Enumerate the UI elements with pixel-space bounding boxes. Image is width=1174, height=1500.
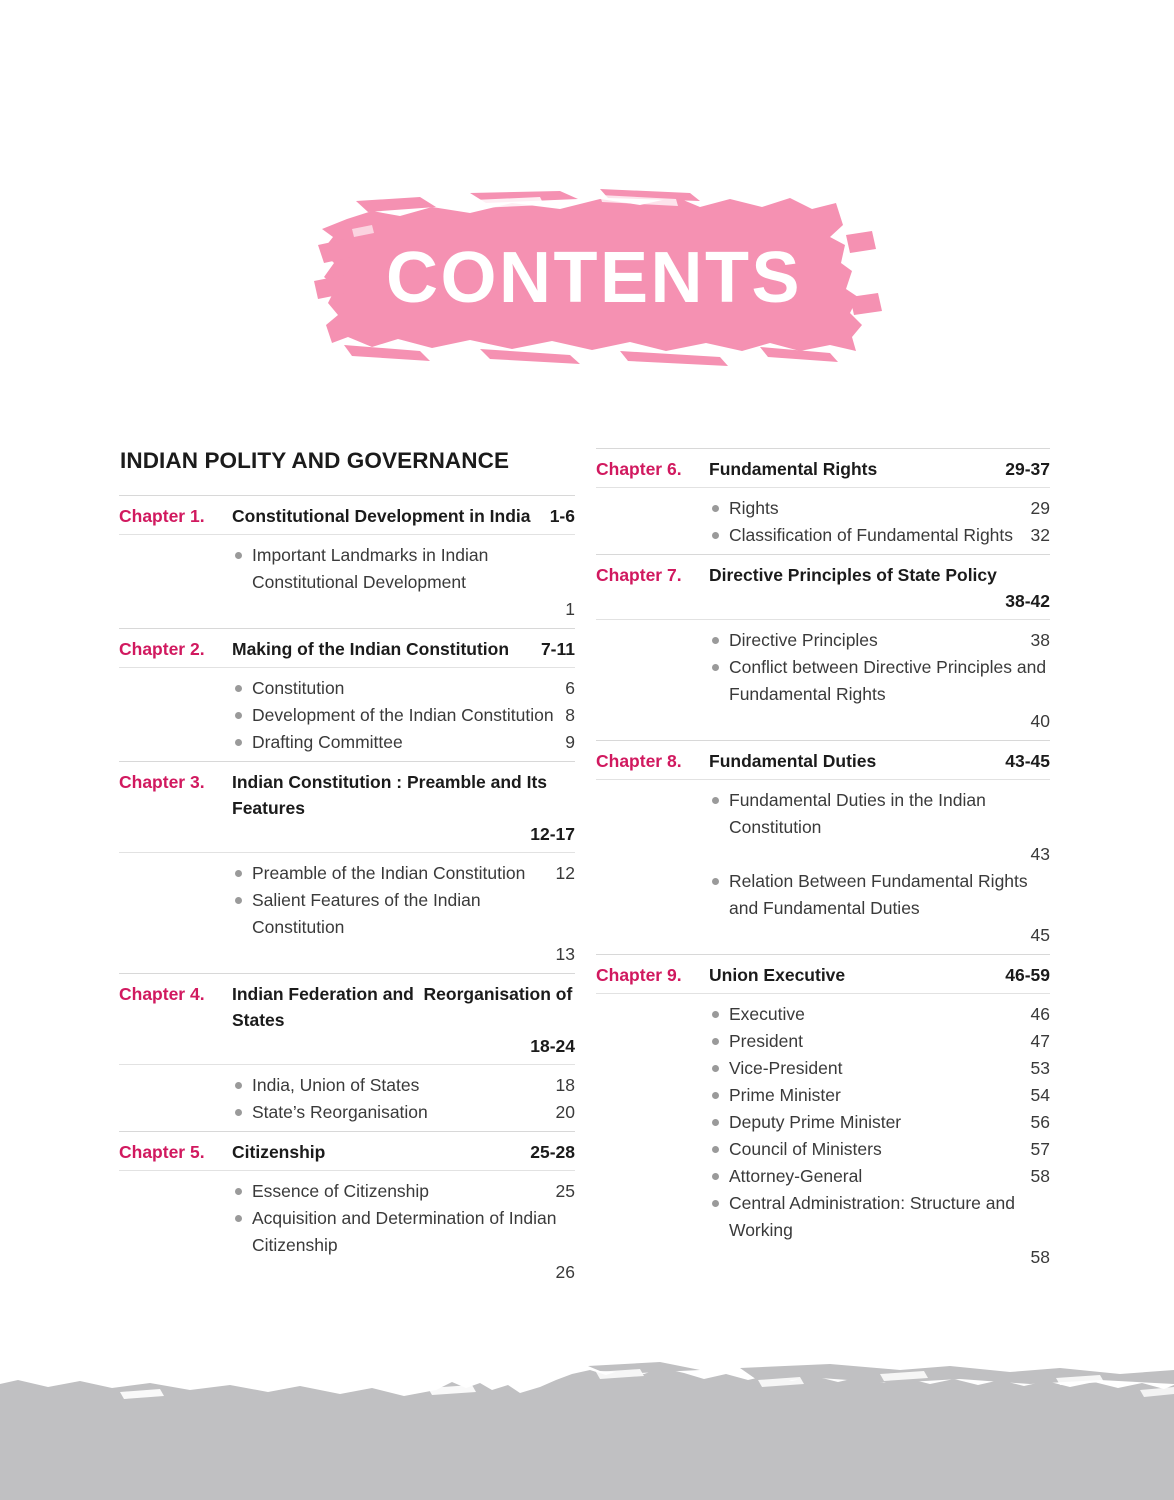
bullet-icon xyxy=(235,1215,242,1222)
subitem-title: Important Landmarks in Indian Constitutional Development xyxy=(252,545,494,592)
subitem-page: 32 xyxy=(1030,525,1050,545)
subitem-title: Drafting Committee xyxy=(252,732,403,752)
subitem-title: Acquisition and Determination of Indian Citizenship xyxy=(252,1208,562,1255)
chapter-label: Chapter 1. xyxy=(119,506,205,526)
contents-banner xyxy=(0,185,1174,370)
list-item[interactable] xyxy=(119,729,575,756)
chapter-label: Chapter 7. xyxy=(596,565,682,585)
subitem-page: 56 xyxy=(1030,1112,1050,1132)
subitem-title: Preamble of the Indian Constitution xyxy=(252,863,526,883)
list-item[interactable] xyxy=(119,1178,575,1205)
subitem-title: Deputy Prime Minister xyxy=(729,1112,902,1132)
subitem-title: Constitution xyxy=(252,678,345,698)
contents-columns xyxy=(0,448,1174,1291)
list-item[interactable] xyxy=(596,1109,1050,1136)
chapter-subitems xyxy=(119,534,575,623)
subitem-title: Central Administration: Structure and Working xyxy=(729,1193,1020,1240)
bullet-icon xyxy=(235,1188,242,1195)
subitem-page: 18 xyxy=(555,1075,575,1095)
chapter-header[interactable] xyxy=(119,1139,575,1170)
subitem-title: Conflict between Directive Principles and Fundamental Rights xyxy=(729,657,1051,704)
chapter-entry[interactable] xyxy=(119,495,575,628)
subitem-page: 13 xyxy=(555,944,575,964)
list-item[interactable] xyxy=(119,542,575,623)
chapter-page-range: 12-17 xyxy=(530,824,575,844)
list-item[interactable] xyxy=(596,868,1050,949)
chapter-page-range: 1-6 xyxy=(549,506,575,526)
subitem-title: Executive xyxy=(729,1004,805,1024)
chapter-title: Indian Federation and Reorganisation of States xyxy=(232,984,578,1030)
chapter-title: Indian Constitution : Preamble and Its Features xyxy=(232,772,552,818)
bullet-icon xyxy=(712,878,719,885)
list-item[interactable] xyxy=(596,1055,1050,1082)
list-item[interactable] xyxy=(596,1001,1050,1028)
subitem-title: Rights xyxy=(729,498,779,518)
list-item[interactable] xyxy=(596,1136,1050,1163)
chapter-title: Directive Principles of State Policy xyxy=(709,565,997,585)
list-item[interactable] xyxy=(596,1082,1050,1109)
subitem-title: Directive Principles xyxy=(729,630,878,650)
bullet-icon xyxy=(235,897,242,904)
subitem-page: 6 xyxy=(565,678,575,698)
list-item[interactable] xyxy=(119,1099,575,1126)
chapter-label: Chapter 4. xyxy=(119,984,205,1004)
list-item[interactable] xyxy=(596,787,1050,868)
subitem-page: 26 xyxy=(555,1262,575,1282)
chapter-header[interactable] xyxy=(119,981,578,1064)
chapter-page-range: 18-24 xyxy=(530,1036,575,1056)
section-title: INDIAN POLITY AND GOVERNANCE xyxy=(120,448,510,473)
subitem-page: 47 xyxy=(1030,1031,1050,1051)
chapter-page-range: 46-59 xyxy=(1005,965,1050,985)
bullet-icon xyxy=(712,1119,719,1126)
subitem-page: 45 xyxy=(1030,925,1050,945)
list-item[interactable] xyxy=(119,1072,575,1099)
chapter-subitems xyxy=(596,993,1050,1271)
chapter-page-range: 43-45 xyxy=(1005,751,1050,771)
chapter-subitems xyxy=(119,667,575,756)
bullet-icon xyxy=(712,797,719,804)
bullet-icon xyxy=(712,1200,719,1207)
subitem-page: 53 xyxy=(1030,1058,1050,1078)
bullet-icon xyxy=(712,505,719,512)
chapter-entry[interactable] xyxy=(596,554,1050,740)
subitem-title: India, Union of States xyxy=(252,1075,420,1095)
subitem-title: Essence of Citizenship xyxy=(252,1181,430,1201)
subitem-title: Relation Between Fundamental Rights and Fundamental Duties xyxy=(729,871,1033,918)
bullet-icon xyxy=(235,1082,242,1089)
subitem-page: 9 xyxy=(565,732,575,752)
list-item[interactable] xyxy=(596,627,1050,654)
list-item[interactable] xyxy=(596,1163,1050,1190)
bullet-icon xyxy=(712,1038,719,1045)
chapter-label: Chapter 3. xyxy=(119,772,205,792)
chapter-subitems xyxy=(119,1170,575,1286)
chapter-page-range: 25-28 xyxy=(530,1142,575,1162)
chapter-entry[interactable] xyxy=(119,761,575,973)
chapter-header[interactable] xyxy=(119,636,575,667)
list-item[interactable] xyxy=(119,887,575,968)
subitem-title: Council of Ministers xyxy=(729,1139,882,1159)
chapter-subitems xyxy=(596,619,1050,735)
chapter-label: Chapter 9. xyxy=(596,965,682,985)
bullet-icon xyxy=(712,1092,719,1099)
chapter-entry[interactable] xyxy=(596,954,1050,1276)
bullet-icon xyxy=(235,552,242,559)
subitem-page: 25 xyxy=(555,1181,575,1201)
chapter-header[interactable] xyxy=(119,769,575,852)
subitem-page: 29 xyxy=(1030,498,1050,518)
bullet-icon xyxy=(712,1173,719,1180)
left-column xyxy=(0,448,588,1291)
chapter-page-range: 38-42 xyxy=(1005,591,1050,611)
chapter-title: Fundamental Duties xyxy=(709,751,877,771)
subitem-title: Fundamental Duties in the Indian Constitution xyxy=(729,790,991,837)
subitem-page: 38 xyxy=(1030,630,1050,650)
subitem-title: Salient Features of the Indian Constitution xyxy=(252,890,486,937)
chapter-header[interactable] xyxy=(596,962,1050,993)
chapter-page-range: 29-37 xyxy=(1005,459,1050,479)
bullet-icon xyxy=(712,664,719,671)
subitem-title: Classification of Fundamental Rights xyxy=(729,525,1014,545)
chapter-subitems xyxy=(119,852,575,968)
chapter-subitems xyxy=(596,487,1050,549)
list-item[interactable] xyxy=(596,495,1050,522)
chapter-title: Union Executive xyxy=(709,965,846,985)
subitem-title: Attorney-General xyxy=(729,1166,863,1186)
subitem-title: Development of the Indian Constitution xyxy=(252,705,554,725)
chapter-title: Citizenship xyxy=(232,1142,326,1162)
subitem-title: President xyxy=(729,1031,803,1051)
chapter-page-range: 7-11 xyxy=(540,639,575,659)
subitem-page: 46 xyxy=(1030,1004,1050,1024)
subitem-page: 8 xyxy=(565,705,575,725)
chapter-title: Making of the Indian Constitution xyxy=(232,639,510,659)
list-item[interactable] xyxy=(119,702,575,729)
chapter-label: Chapter 2. xyxy=(119,639,205,659)
subitem-page: 20 xyxy=(555,1102,575,1122)
bullet-icon xyxy=(712,1011,719,1018)
chapter-title: Constitutional Development in India xyxy=(232,506,531,526)
bullet-icon xyxy=(235,712,242,719)
chapter-header[interactable] xyxy=(596,456,1050,487)
chapter-entry[interactable] xyxy=(596,448,1050,554)
chapter-label: Chapter 6. xyxy=(596,459,682,479)
page-title: CONTENTS xyxy=(386,237,802,318)
subitem-page: 1 xyxy=(565,599,575,619)
chapter-label: Chapter 8. xyxy=(596,751,682,771)
subitem-page: 57 xyxy=(1030,1139,1050,1159)
subitem-title: State’s Reorganisation xyxy=(252,1102,428,1122)
list-item[interactable] xyxy=(119,1205,575,1286)
chapter-title: Fundamental Rights xyxy=(709,459,878,479)
bullet-icon xyxy=(712,1146,719,1153)
footer-brush-band xyxy=(0,1340,1174,1500)
bullet-icon xyxy=(712,1065,719,1072)
list-item[interactable] xyxy=(596,654,1050,735)
subitem-page: 40 xyxy=(1030,711,1050,731)
subitem-title: Prime Minister xyxy=(729,1085,841,1105)
subitem-title: Vice-President xyxy=(729,1058,843,1078)
subitem-page: 58 xyxy=(1030,1166,1050,1186)
bullet-icon xyxy=(235,1109,242,1116)
list-item[interactable] xyxy=(596,1190,1050,1271)
list-item[interactable] xyxy=(596,1028,1050,1055)
chapter-header[interactable] xyxy=(596,562,1050,619)
chapter-subitems xyxy=(119,1064,575,1126)
bullet-icon xyxy=(712,532,719,539)
chapter-label: Chapter 5. xyxy=(119,1142,205,1162)
list-item[interactable] xyxy=(119,860,575,887)
bullet-icon xyxy=(235,685,242,692)
chapter-subitems xyxy=(596,779,1050,949)
list-item[interactable] xyxy=(596,522,1050,549)
bullet-icon xyxy=(712,637,719,644)
chapter-entry[interactable] xyxy=(119,628,575,761)
chapter-header[interactable] xyxy=(119,503,575,534)
chapter-entry[interactable] xyxy=(596,740,1050,954)
bullet-icon xyxy=(235,870,242,877)
chapter-entry[interactable] xyxy=(119,973,578,1131)
chapter-header[interactable] xyxy=(596,748,1050,779)
bullet-icon xyxy=(235,739,242,746)
subitem-page: 54 xyxy=(1030,1085,1050,1105)
subitem-page: 58 xyxy=(1030,1247,1050,1267)
chapter-entry[interactable] xyxy=(119,1131,575,1291)
right-column xyxy=(588,448,1174,1291)
subitem-page: 43 xyxy=(1030,844,1050,864)
subitem-page: 12 xyxy=(555,863,575,883)
list-item[interactable] xyxy=(119,675,575,702)
